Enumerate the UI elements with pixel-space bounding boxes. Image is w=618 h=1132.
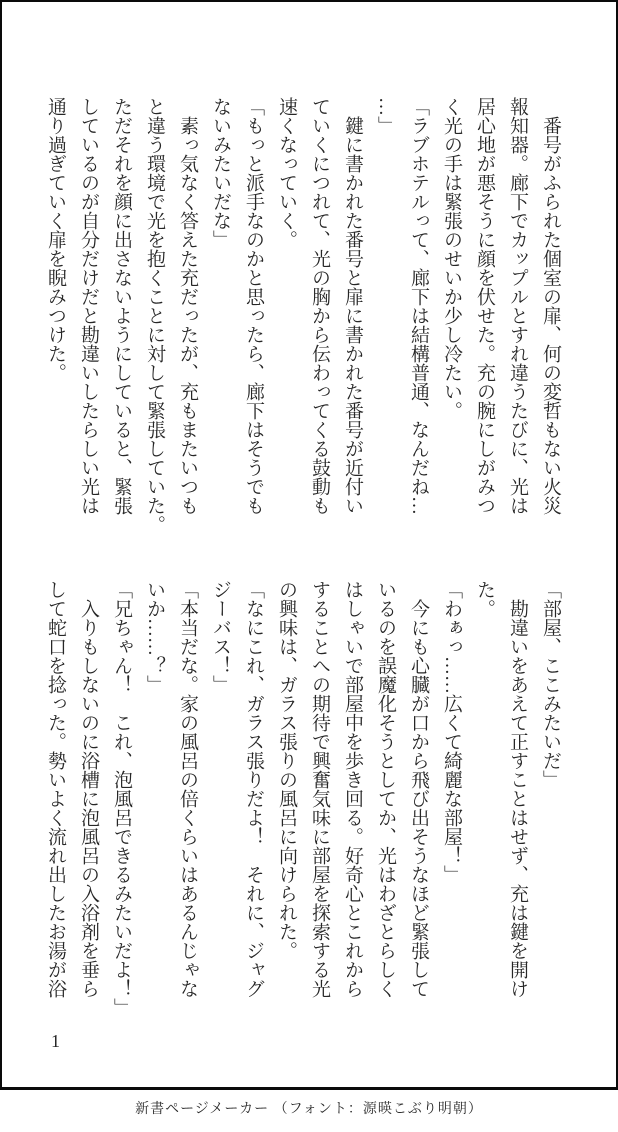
text-line: く光の手は緊張のせいか少し冷たい。 <box>441 97 462 420</box>
text-line: ないみたいだな」 <box>210 97 231 249</box>
text-line: 「本当だな。家の風呂の倍くらいはあるんじゃな <box>177 580 198 998</box>
text-line: 勘違いをあえて正すことはせず、充は鍵を開け <box>507 580 528 998</box>
text-line: …」 <box>375 97 396 135</box>
text-line: はしゃいで部屋中を歩き回る。好奇心とこれから <box>342 580 363 998</box>
text-block-bottom <box>39 580 567 1017</box>
text-line: しているのが自分だけだと勘違いしたらしい光は <box>78 97 99 515</box>
text-block-top <box>39 97 567 534</box>
text-line: 「なにこれ、ガラス張りだよ！ それに、ジャグ <box>243 580 264 998</box>
text-line: 「ラブホテルって、廊下は結構普通、なんだね… <box>408 97 429 515</box>
text-line: 「部屋、ここみたいだ」 <box>540 580 561 789</box>
text-line: 入りもしないのに浴槽に泡風呂の入浴剤を垂ら <box>78 580 99 998</box>
text-line: 「兄ちゃん！ これ、泡風呂できるみたいだよ！」 <box>111 580 132 1017</box>
text-line: いか……？」 <box>144 580 165 694</box>
text-line: 鍵に書かれた番号と扉に書かれた番号が近付い <box>342 97 363 515</box>
text-line: 「わぁっ……広くて綺麗な部屋！」 <box>441 580 462 884</box>
text-line: することへの期待で興奮気味に部屋を探索する光 <box>309 580 330 998</box>
page-number: 1 <box>51 1031 60 1051</box>
text-line: 今にも心臓が口から飛び出そうなほど緊張して <box>408 580 429 998</box>
text-line: と違う環境で光を抱くことに対して緊張していた。 <box>144 97 165 534</box>
text-line: の興味は、ガラス張りの風呂に向けられた。 <box>276 580 297 960</box>
text-line: ただそれを顔に出さないようにしていると、緊張 <box>111 97 132 515</box>
text-line: 報知器。廊下でカップルとすれ違うたびに、光は <box>507 97 528 515</box>
text-line: いるのを誤魔化そうとしてか、光はわざとらしく <box>375 580 396 998</box>
text-line: 通り過ぎていく扉を睨みつけた。 <box>45 97 66 382</box>
text-line: 素っ気なく答えた充だったが、充もまたいつも <box>177 97 198 515</box>
text-line: ていくにつれて、光の胸から伝わってくる鼓動も <box>309 97 330 515</box>
text-line: して蛇口を捻った。勢いよく流れ出したお湯が浴 <box>45 580 66 998</box>
footer-caption: 新書ページメーカー （フォント：源暎こぶり明朝） <box>135 1102 483 1117</box>
text-line: 速くなっていく。 <box>276 97 297 249</box>
text-line: ジーバス！」 <box>210 580 231 694</box>
text-line: 居心地が悪そうに顔を伏せた。充の腕にしがみつ <box>474 97 495 515</box>
text-line: 「もっと派手なのかと思ったら、廊下はそうでも <box>243 97 264 515</box>
text-line: 番号がふられた個室の扉、何の変哲もない火災 <box>540 97 561 515</box>
text-line: た。 <box>474 580 495 618</box>
